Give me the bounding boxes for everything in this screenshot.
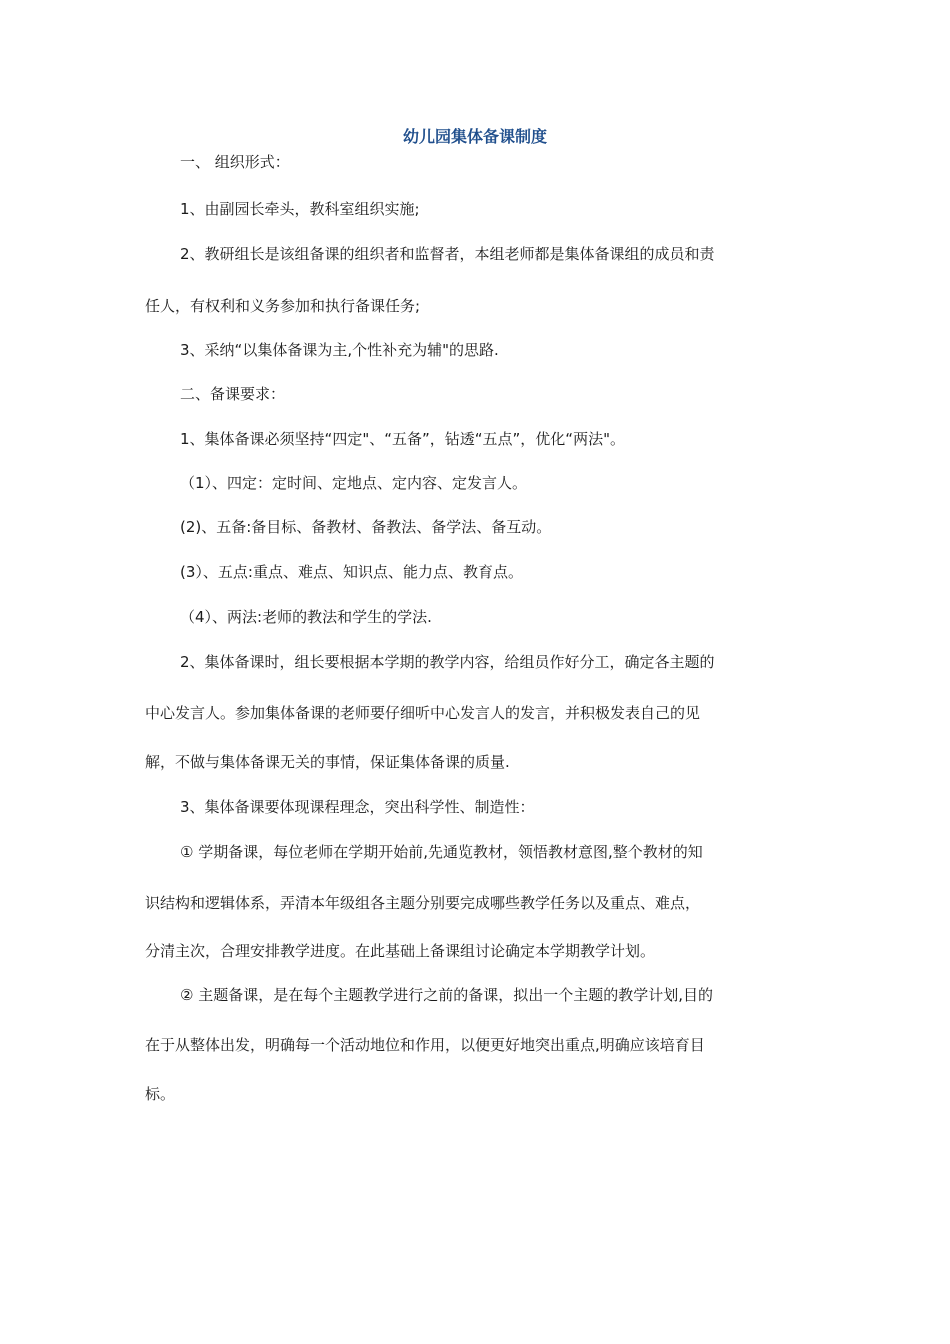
- paragraph-line: （4）、两法:老师的教法和学生的学法.: [180, 608, 432, 626]
- paragraph-line: (3）、五点:重点、难点、知识点、能力点、教育点。: [180, 563, 523, 581]
- paragraph-line: 识结构和逻辑体系，弄清本年级组各主题分别要完成哪些教学任务以及重点、难点，: [145, 894, 701, 912]
- paragraph-line: 1、集体备课必须坚持“四定"、“五备”，钻透“五点”，优化“两法"。: [180, 430, 625, 448]
- paragraph-line: 解，不做与集体备课无关的事情，保证集体备课的质量.: [145, 753, 510, 771]
- paragraph-line: 中心发言人。参加集体备课的老师要仔细听中心发言人的发言，并积极发表自己的见: [145, 704, 701, 722]
- section-heading-organization: 一、 组织形式：: [180, 153, 290, 171]
- paragraph-line: 在于从整体出发，明确每一个活动地位和作用，以便更好地突出重点,明确应该培育目: [145, 1036, 705, 1054]
- paragraph-line: 2、教研组长是该组备课的组织者和监督者，本组老师都是集体备课组的成员和责: [180, 245, 715, 263]
- paragraph-line: 3、集体备课要体现课程理念，突出科学性、制造性：: [180, 798, 535, 816]
- paragraph-line: ① 学期备课，每位老师在学期开始前,先通览教材，领悟教材意图,整个教材的知: [180, 843, 703, 861]
- paragraph-line: 任人，有权利和义务参加和执行备课任务;: [145, 297, 421, 315]
- paragraph-line: ② 主题备课，是在每个主题教学进行之前的备课，拟出一个主题的教学计划,目的: [180, 986, 713, 1004]
- document-title: 幼儿园集体备课制度: [402, 127, 547, 146]
- section-heading-requirements: 二、备课要求：: [180, 385, 286, 403]
- paragraph-line: 分清主次，合理安排教学进度。在此基础上备课组讨论确定本学期教学计划。: [145, 942, 656, 960]
- paragraph-line: 标。: [145, 1085, 176, 1103]
- paragraph-line: （1）、四定：定时间、定地点、定内容、定发言人。: [180, 474, 528, 492]
- paragraph-line: (2)、五备:备目标、备教材、备教法、备学法、备互动。: [180, 518, 552, 536]
- paragraph-line: 2、集体备课时，组长要根据本学期的教学内容，给组员作好分工，确定各主题的: [180, 653, 715, 671]
- paragraph-line: 3、采纳“以集体备课为主,个性补充为辅"的思路.: [180, 341, 499, 359]
- paragraph-line: 1、由副园长牵头，教科室组织实施;: [180, 200, 420, 218]
